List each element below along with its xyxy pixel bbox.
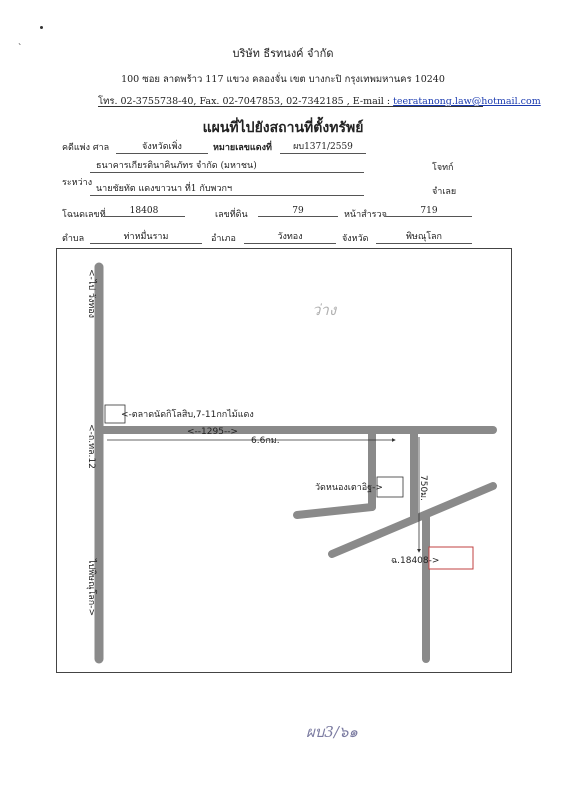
company-address: 100 ซอย ลาดพร้าว 117 แขวง คลองจั่น เขต บางกะปิ กรุงเทพมหานคร 10240	[121, 74, 445, 85]
court-value: จังหวัดเพิ่ง	[116, 139, 208, 154]
temple-branch-road	[297, 507, 372, 515]
road-label-highway-12: <-ถ.ทล.12	[86, 424, 96, 469]
map-canvas	[57, 249, 513, 674]
land-no-value: 79	[258, 206, 338, 217]
document-title: แผนที่ไปยังสถานที่ตั้งทรัพย์	[202, 120, 364, 136]
between-label: ระหว่าง	[62, 178, 93, 188]
header-divider	[98, 106, 483, 107]
subject-plot-label: ฉ.18408->	[391, 556, 440, 566]
company-name: บริษัท ธีรทนงค์ จำกัด	[232, 47, 334, 60]
province-label: จังหวัด	[342, 234, 369, 244]
road-1295-label: <--1295-->	[187, 427, 238, 437]
district-label: อำเภอ	[211, 234, 236, 244]
province-value: พิษณุโลก	[376, 229, 472, 244]
distance-6-6km-label: 6.6กม.	[251, 436, 280, 446]
location-map	[56, 248, 512, 673]
district-value: วังทอง	[244, 229, 336, 244]
distance-750m-label: 750ม.	[418, 475, 428, 501]
faint-stamp-text: ว่าง	[312, 301, 337, 319]
temple-label: วัดหนองเตาอิฐ->	[315, 483, 383, 493]
black-no-label: หมายเลขแดงที่	[213, 143, 272, 153]
road-label-to-phitsanulok: ไปพิษณุโลก->	[86, 559, 96, 617]
contact-phone-fax: โทร. 02-3755738-40, Fax. 02-7047853, 02-7342185 , E-mail :	[98, 96, 394, 107]
land-no-label: เลขที่ดิน	[215, 210, 248, 220]
survey-page-value: 719	[386, 206, 472, 217]
handwritten-note: ผบ3/๖๑	[306, 723, 358, 741]
plaintiff-role: โจทก์	[432, 163, 454, 173]
subdistrict-value: ท่าหมื่นราม	[90, 229, 202, 244]
plaintiff-value: ธนาคารเกียรตินาคินภัทร จำกัด (มหาชน)	[90, 158, 364, 173]
defendant-role: จำเลย	[432, 187, 457, 197]
black-no-value: ผบ1371/2559	[280, 139, 366, 154]
market-label: <-ตลาดนัดกิโลสิบ,7-11กกไม้แดง	[121, 410, 254, 420]
survey-page-label: หน้าสำรวจ	[344, 210, 387, 220]
case-label: คดีแพ่ง ศาล	[62, 143, 110, 153]
deed-no-value: 18408	[103, 206, 185, 217]
stray-dot	[40, 26, 43, 29]
stray-mark: ˴	[18, 38, 22, 49]
subdistrict-label: ตำบล	[62, 234, 85, 244]
contact-email[interactable]: teeratanong.law@hotmail.com	[393, 96, 541, 107]
deed-label: โฉนดเลขที่	[62, 210, 106, 220]
road-label-to-wangthong: <-ไป วังทอง	[86, 269, 96, 319]
defendant-value: นายชัยทัต แดงขาวนา ที่1 กับพวกฯ	[90, 181, 364, 196]
